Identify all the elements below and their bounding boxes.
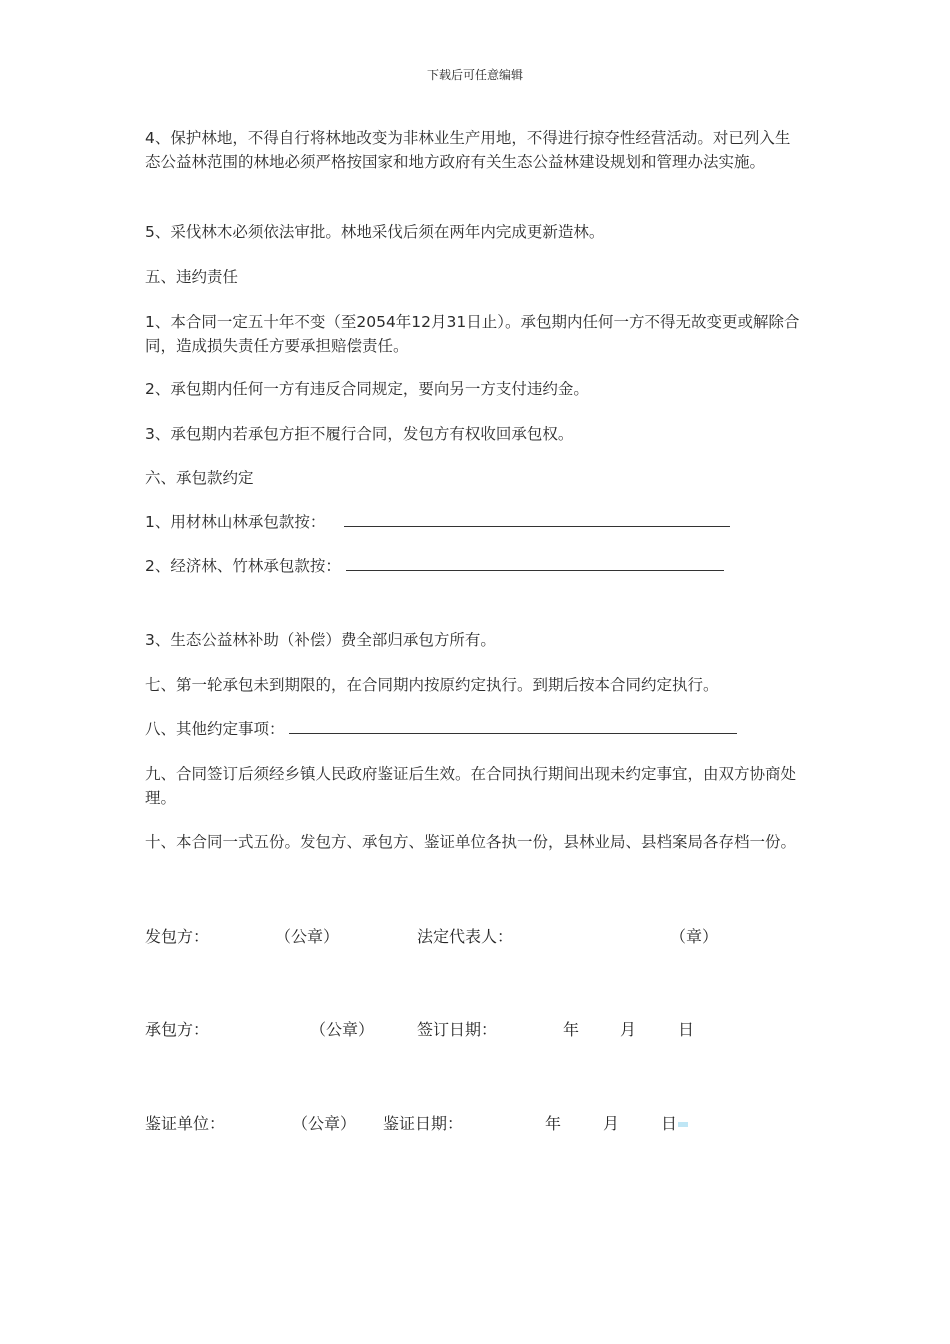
sign-date-month: 月 (620, 1020, 637, 1039)
legal-rep-label: 法定代表人： (417, 927, 514, 946)
issuer-label: 发包方： (145, 927, 210, 946)
breach-clause-3: 3、承包期内若承包方拒不履行合同，发包方有权收回承包权。 (145, 425, 574, 443)
section-9: 九、合同签订后须经乡镇人民政府鉴证后生效。在合同执行期间出现未约定事宜，由双方协商处理。 (145, 765, 797, 807)
payment-clause-3: 3、生态公益林补助（补偿）费全部归承包方所有。 (145, 631, 496, 649)
contractor-label: 承包方： (145, 1020, 210, 1039)
other-terms-blank[interactable] (289, 717, 737, 734)
notary-date-year: 年 (545, 1114, 562, 1133)
section-5-heading: 五、违约责任 (145, 268, 239, 286)
text-cursor-marker (678, 1122, 688, 1127)
notary-seal: （公章） (292, 1114, 357, 1133)
clause-4: 4、保护林地，不得自行将林地改变为非林业生产用地，不得进行掠夺性经营活动。对已列入生态公益林范围的林地必须严格按国家和地方政府有关生态公益林建设规划和管理办法实施。 (145, 129, 791, 171)
page-header: 下载后可任意编辑 (426, 68, 523, 82)
payment-clause-2-label: 2、经济林、竹林承包款按： (145, 557, 341, 575)
breach-clause-2: 2、承包期内任何一方有违反合同规定，要向另一方支付违约金。 (145, 380, 589, 398)
section-8 (145, 717, 805, 741)
legal-rep-seal: （章） (670, 927, 719, 946)
clause-5: 5、采伐林木必须依法审批。林地采伐后须在两年内完成更新造林。 (145, 223, 605, 241)
contractor-seal: （公章） (310, 1020, 375, 1039)
section-7: 七、第一轮承包未到期限的，在合同期内按原约定执行。到期后按本合同约定执行。 (145, 676, 719, 694)
sign-date-year: 年 (563, 1020, 580, 1039)
payment-clause-2 (145, 554, 805, 578)
section-8-label: 八、其他约定事项： (145, 720, 285, 738)
payment-clause-1-blank[interactable] (344, 510, 730, 527)
breach-clause-1: 1、本合同一定五十年不变（至2054年12月31日止）。承包期内任何一方不得无故变更或解除合同，造成损失责任方要承担赔偿责任。 (145, 313, 800, 355)
sign-date-label: 签订日期： (417, 1020, 498, 1039)
payment-clause-2-blank[interactable] (346, 554, 724, 571)
section-10: 十、本合同一式五份。发包方、承包方、鉴证单位各执一份，县林业局、县档案局各存档一份。 (145, 833, 797, 851)
notary-date-month: 月 (603, 1114, 620, 1133)
payment-clause-1 (145, 510, 805, 534)
payment-clause-1-label: 1、用材林山林承包款按： (145, 513, 326, 531)
sign-date-day: 日 (678, 1020, 695, 1039)
notary-date-label: 鉴证日期： (383, 1114, 464, 1133)
section-6-heading: 六、承包款约定 (145, 469, 254, 487)
issuer-seal: （公章） (275, 927, 340, 946)
notary-label: 鉴证单位： (145, 1114, 226, 1133)
notary-date-day: 日 (661, 1114, 678, 1133)
